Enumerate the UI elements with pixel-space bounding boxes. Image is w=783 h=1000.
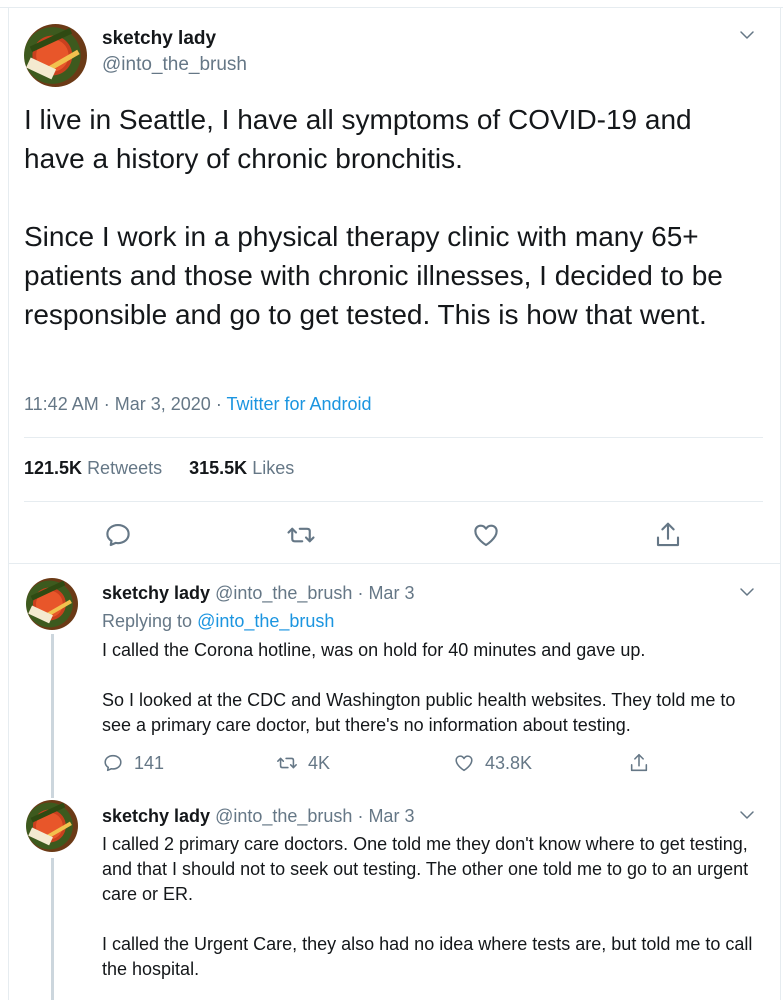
reply-icon[interactable] — [103, 520, 133, 550]
left-border — [8, 8, 9, 1000]
retweet-button[interactable] — [276, 752, 330, 774]
tweet-paragraph: Since I work in a physical therapy clinic with many 65+ patients and those with chronic illnesses, I decided to be responsible and go to get tested. This is how that went. — [24, 221, 723, 330]
tweet-paragraph: I called the Urgent Care, they also had no idea where tests are, but told me to call the hospital. — [102, 934, 753, 979]
tweet-text — [102, 638, 762, 738]
thread-line — [51, 634, 54, 798]
retweet-icon[interactable] — [286, 520, 316, 550]
avatar[interactable] — [26, 578, 78, 630]
meta-dot: · — [103, 394, 115, 414]
tweet-paragraph: I live in Seattle, I have all symptoms of COVID-19 and have a history of chronic bronchitis. — [24, 104, 692, 174]
reply-header — [102, 806, 414, 827]
share-icon[interactable] — [653, 520, 683, 550]
like-button[interactable] — [453, 752, 532, 774]
retweets-count: 121.5K — [24, 458, 83, 478]
meta-dot: · — [215, 394, 227, 414]
like-count: 43.8K — [485, 752, 533, 773]
mention-link[interactable]: @into_the_brush — [197, 611, 335, 631]
tweet-text — [24, 100, 744, 334]
right-border — [780, 8, 781, 1000]
retweets-stat[interactable] — [24, 458, 162, 478]
display-name[interactable]: sketchy lady — [102, 28, 217, 49]
replying-label: Replying to — [102, 611, 193, 631]
user-handle[interactable]: @into_the_brush · Mar 3 — [215, 583, 415, 603]
tweet-source[interactable]: Twitter for Android — [226, 394, 372, 414]
tweet-paragraph: I called the Corona hotline, was on hold for 40 minutes and gave up. — [102, 640, 646, 660]
divider — [8, 563, 781, 564]
reply-header — [102, 583, 414, 604]
thread-line — [51, 858, 54, 1000]
chevron-down-icon[interactable] — [738, 806, 756, 824]
avatar[interactable] — [26, 800, 78, 852]
tweet-time[interactable]: 11:42 AM — [24, 394, 99, 414]
avatar[interactable] — [24, 24, 87, 87]
likes-label: Likes — [252, 458, 295, 478]
chevron-down-icon[interactable] — [738, 583, 756, 601]
replying-to — [102, 611, 334, 632]
user-handle[interactable]: @into_the_brush — [102, 54, 247, 75]
chevron-down-icon[interactable] — [738, 26, 756, 44]
likes-stat[interactable] — [189, 458, 294, 478]
reply-button[interactable] — [102, 752, 164, 774]
engagement-stats — [24, 458, 294, 479]
display-name[interactable]: sketchy lady — [102, 583, 211, 603]
retweets-label: Retweets — [87, 458, 163, 478]
share-button[interactable] — [628, 752, 660, 774]
retweet-icon — [276, 752, 298, 774]
share-icon — [628, 752, 650, 774]
likes-count: 315.5K — [189, 458, 248, 478]
tweet-date[interactable]: Mar 3, 2020 — [114, 394, 211, 414]
top-border — [0, 0, 783, 8]
retweet-count: 4K — [308, 752, 331, 773]
display-name[interactable]: sketchy lady — [102, 806, 211, 826]
tweet-meta — [24, 394, 372, 415]
user-handle[interactable]: @into_the_brush · Mar 3 — [215, 806, 415, 826]
reply-icon — [102, 752, 124, 774]
like-icon — [453, 752, 475, 774]
reply-count: 141 — [134, 752, 165, 773]
divider — [24, 437, 763, 438]
tweet-paragraph: So I looked at the CDC and Washington public health websites. They told me to see a primary care doctor, but there's no information about testing. — [102, 690, 736, 735]
divider — [24, 501, 763, 502]
tweet-paragraph: I called 2 primary care doctors. One told me they don't know where to get testing, and that I should not to seek out testing. The other one told me to go to an urgent care or ER. — [102, 834, 749, 904]
like-icon[interactable] — [471, 520, 501, 550]
tweet-text — [102, 832, 762, 982]
